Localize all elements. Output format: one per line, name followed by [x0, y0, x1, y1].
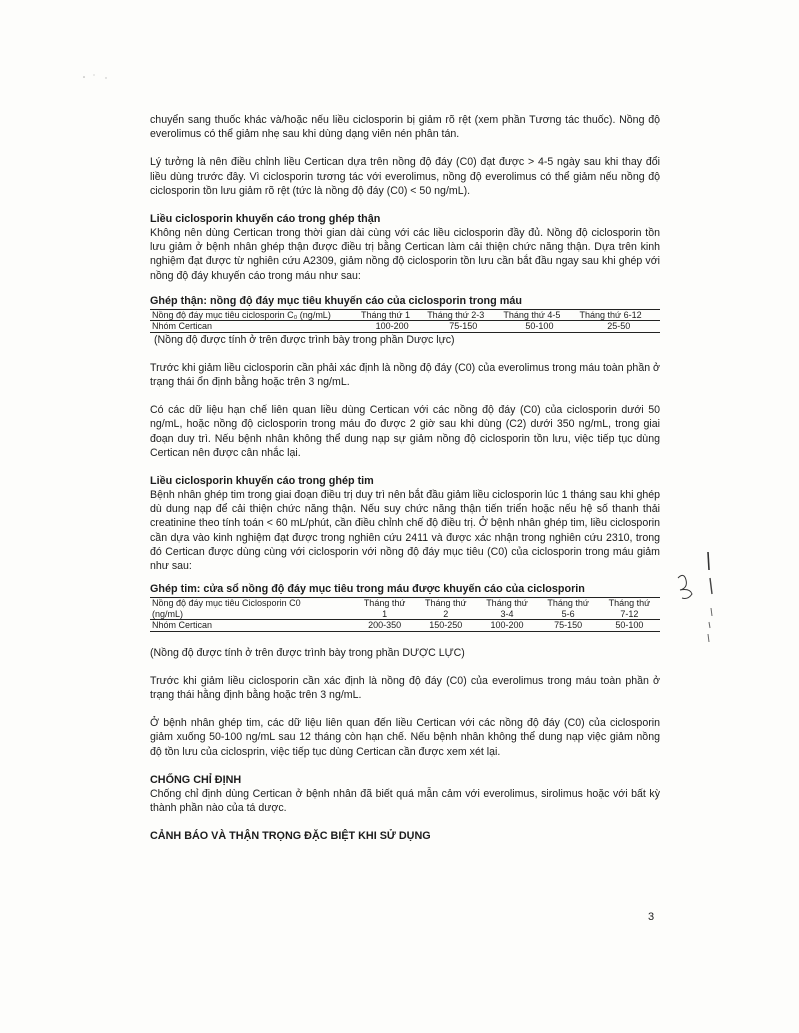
- table-header-line: 5-6: [561, 608, 575, 619]
- table-header-line: Nồng độ đáy mục tiêu Ciclosporin C0: [152, 598, 301, 609]
- table-header-line: 3-4: [500, 608, 514, 619]
- table-header-line: Tháng thứ: [608, 598, 651, 609]
- table-title: Ghép tim: cửa sổ nồng độ đáy mục tiêu trong máu được khuyến cáo của ciclosporin: [150, 583, 660, 598]
- section-heading-warnings: CẢNH BÁO VÀ THẬN TRỌNG ĐẶC BIỆT KHI SỬ DỤNG: [150, 830, 431, 843]
- table-cell: 100-200: [359, 321, 425, 333]
- table-cell: 100-200: [476, 620, 537, 632]
- table-cell: 25-50: [578, 321, 660, 333]
- table-header-cell: [538, 598, 599, 620]
- table-cell: 50-100: [599, 620, 660, 632]
- handwritten-signature-mark: [668, 548, 728, 648]
- table-header-line: 2: [443, 608, 449, 619]
- table-header-cell: Tháng thứ 4-5: [501, 310, 577, 321]
- page-number: 3: [648, 911, 655, 923]
- paragraph: Chống chỉ định dùng Certican ở bệnh nhân đã biết quá mẫn cảm với everolimus, sirolimus hoặc với bất kỳ thành phần nào của tá dược.: [150, 787, 660, 814]
- document-page: [150, 113, 660, 843]
- table-header-cell: Tháng thứ 6-12: [578, 310, 660, 321]
- table-cell: Nhóm Certican: [150, 321, 359, 333]
- table-cell: 50-100: [501, 321, 577, 333]
- section-heading-contraindications: CHỐNG CHỈ ĐỊNH: [150, 773, 242, 786]
- section-heading-kidney: Liều ciclosporin khuyến cáo trong ghép thận: [150, 213, 381, 226]
- table-cell: 75-150: [425, 321, 501, 333]
- table-header-line: Tháng thứ: [547, 598, 589, 609]
- table-row: [150, 321, 660, 333]
- table-row: [150, 620, 660, 632]
- table-header-cell: [354, 598, 415, 620]
- table-cell: Nhóm Certican: [150, 620, 354, 632]
- paragraph: Bệnh nhân ghép tim trong giai đoạn điều trị duy trì nên bắt đầu giảm liều ciclosporin lúc 1 tháng sau khi ghép dù dung nạp để cải thiện chức năng thận. Nếu suy chức năng thận tiến triển hoặc nếu hệ số thanh thải creatinine theo tính toán < 60 mL/phút, cần điều chỉnh chế độ điều trị. Ở bệnh nhân ghép tim, liều ciclosporin cần dựa vào kinh nghiệm đạt được trong nghiên cứu 2411 và được xác nhận trong nghiên cứu 2310, trong đó Certican được dùng cùng với ciclosporin với nồng độ đáy mục tiêu (C0) của ciclosporin trong máu giảm như sau:: [150, 489, 661, 573]
- paragraph: Có các dữ liệu hạn chế liên quan liều dùng Certican với các nồng độ đáy (C0) của ciclosporin dưới 50 ng/mL, hoặc nồng độ ciclosporin trong máu đo được 2 giờ sau khi dùng (C2) dưới 350 ng/mL, trong giai đoạn duy trì. Nếu bệnh nhân không thể dung nạp sự giảm nồng độ ciclosporin tồn lưu, việc tiếp tục dùng Certican nên được cân nhắc lại.: [150, 404, 660, 459]
- paragraph: Ở bệnh nhân ghép tim, các dữ liệu liên quan đến liều Certican với các nồng độ đáy (C0) của ciclosporin giảm xuống 50-100 ng/mL sau 12 tháng còn hạn chế. Nếu bệnh nhân không thể dung nạp việc giảm nồng độ tồn lưu của ciclosprin, việc tiếp tục dùng Certican cần được xem xét lại.: [150, 717, 660, 758]
- table-header-cell: Tháng thứ 1: [359, 310, 425, 321]
- table-cell: 150-250: [415, 620, 476, 632]
- table-header-line: Tháng thứ: [486, 598, 528, 609]
- table-cell: 75-150: [538, 620, 599, 632]
- table-header-cell: [476, 598, 537, 620]
- table-header-cell: [415, 598, 476, 620]
- table-header-line: 1: [382, 608, 388, 619]
- table-note: (Nồng độ được tính ở trên được trình bày trong phần DƯỢC LỰC): [150, 646, 465, 659]
- table-header-cell: [599, 598, 660, 620]
- table-header-cell: Tháng thứ 2-3: [425, 310, 501, 321]
- paragraph: Không nên dùng Certican trong thời gian dài cùng với các liều ciclosporin đầy đủ. Nồng độ ciclosporin tồn lưu giảm ở bệnh nhân ghép thận được điều trị bằng Certican làm cải thiện chức năng thận. Dựa trên kinh nghiệm đạt được từ nghiên cứu A2309, giảm nồng độ ciclosporin tồn lưu cần bắt đầu ngay sau khi ghép với nồng độ đáy khuyến cáo trong máu như sau:: [150, 227, 660, 282]
- table-header-cell: [150, 598, 354, 620]
- table-cell: 200-350: [354, 620, 415, 632]
- table-header-line: Tháng thứ: [363, 598, 406, 609]
- table-header-cell: Nồng độ đáy mục tiêu ciclosporin C₀ (ng/mL): [150, 310, 359, 321]
- section-heading-heart: Liều ciclosporin khuyến cáo trong ghép tim: [150, 475, 374, 488]
- table-title: Ghép thận: nồng độ đáy mục tiêu khuyến cáo của ciclosporin trong máu: [150, 295, 660, 310]
- table-header-line: (ng/mL): [152, 608, 184, 619]
- paragraph: Trước khi giảm liều ciclosporin cần xác định là nồng độ đáy (C0) của everolimus trong máu toàn phần ở trạng thái hằng định bằng hoặc trên 3 ng/mL.: [150, 674, 660, 701]
- paragraph: Lý tưởng là nên điều chỉnh liều Certican dựa trên nồng độ đáy (C0) đạt được > 4-5 ngày sau khi thay đổi liều dùng trước đây. Vì ciclosporin tương tác với everolimus, nồng độ everolimus có thể giảm nếu nồng độ ciclosporin tồn lưu giảm rõ rệt (tức là nồng độ đáy (C0) < 50 ng/mL).: [150, 156, 660, 197]
- table-header-line: 7-12: [620, 608, 639, 619]
- kidney-table: [150, 295, 660, 347]
- paragraph: Trước khi giảm liều ciclosporin cần phải xác định là nồng độ đáy (C0) của everolimus trong máu toàn phần ở trạng thái ổn định bằng hoặc trên 3 ng/mL.: [150, 361, 660, 389]
- scan-specks: [80, 72, 120, 84]
- heart-table: [150, 583, 660, 660]
- paragraph: chuyển sang thuốc khác và/hoặc nếu liều ciclosporin bị giảm rõ rệt (xem phần Tương tác thuốc). Nồng độ everolimus có thể giảm nhẹ sau khi dùng dạng viên nén phân tán.: [150, 114, 660, 141]
- table-header-line: Tháng thứ: [425, 598, 467, 609]
- table-note: (Nồng độ được tính ở trên được trình bày trong phần Dược lực): [154, 333, 455, 346]
